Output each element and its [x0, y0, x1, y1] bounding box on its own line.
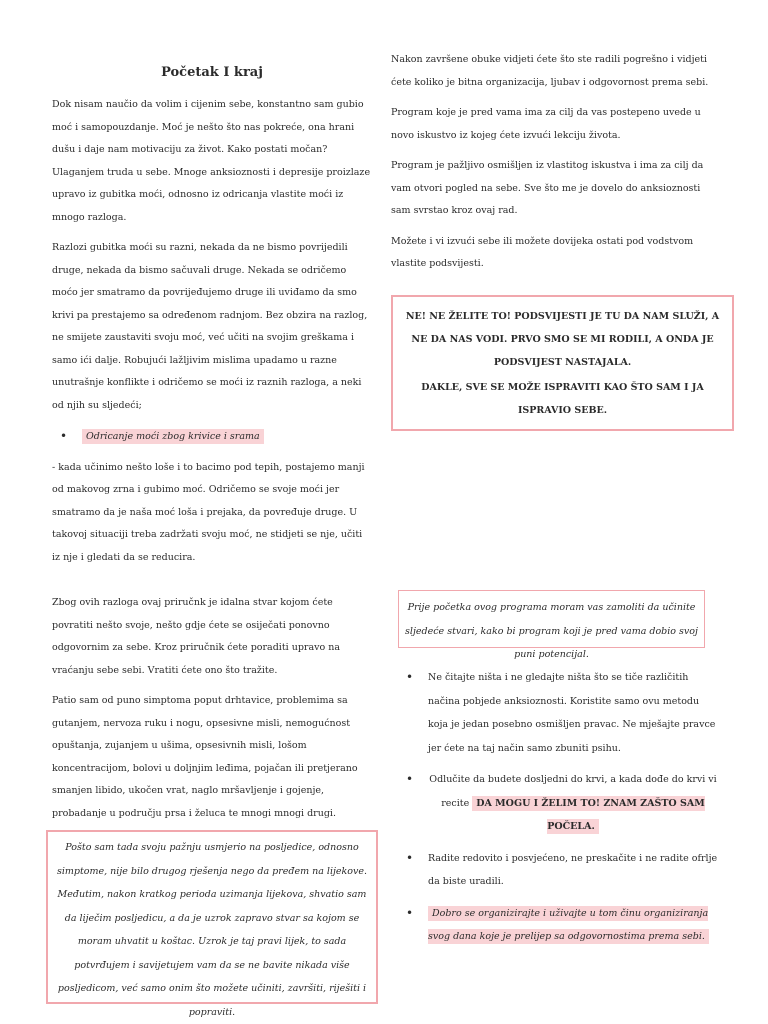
paragraph: Razlozi gubitka moći su razni, nekada da ne bismo povrijedili druge, nekada da bismo sačuvali druge. Nekada se odričemo moćo jer smatramo da povrijeđujemo druge ili uviđamo da smo krivi pa prestajemo sa određenom radnjom. Bez obzira na razlog, ne smijete zaustaviti svoju moć, već učiti na svojim greškama i samo ići dalje. Robujući lažljivim mislima upadamo u razne unutrašnje konflikte i odričemo se moći iz raznih razloga, a neki od njih su sljedeći;	[52, 242, 368, 411]
paragraph: Patio sam od puno simptoma poput drhtavice, problemima sa gutanjem, nervoza ruku i nogu, opsesivne misli, nemogućnost opuštanja, zujanjem u ušima, opsesivnih misli, lošom koncentracijom, bolovi u doljnjim leđima, pojačan ili pretjerano smanjen libido, ukočen vrat, naglo mršavljenje i gojenje, probadanje u području prsa i želuca te mnogi mnogi drugi.	[52, 695, 358, 819]
bullet-icon: •	[406, 670, 414, 684]
bullet-icon: •	[406, 850, 414, 865]
highlighted-bullet-text: Odricanje moći zbog krivice i srama	[82, 429, 264, 444]
quote-text: Pošto sam tada svoju pažnju usmjerio na posljedice, odnosno simptome, nije bilo drugog rješenja nego da pređem na lijekove. Međutim, nakon kratkog perioda uzimanja lijekova, shvatio sam da liječim posljedicu, a da je uzrok zapravo stvar sa kojom se moram uhvatit u koštac. Uzrok je taj pravi lijek, to sada potvrđujem i savijetujem vam da se ne bavite nikada više posljedicom, već samo onim što možete učiniti, završiti, riješiti i popraviti.	[56, 842, 368, 1018]
callout-text: DAKLE, SVE SE MOŽE ISPRAVITI KAO ŠTO SAM I JA ISPRAVIO SEBE.	[421, 382, 704, 416]
bullet-icon: •	[406, 905, 414, 920]
quote-box	[46, 830, 378, 1018]
page-title: Početak I kraj	[161, 65, 263, 80]
paragraph: Možete i vi izvući sebe ili možete dovijeka ostati pod vodstvom vlastite podsvijesti.	[391, 235, 694, 269]
callout-text: NE! NE ŽELITE TO! PODSVIJESTI JE TU DA NAM SLUŽI, A NE DA NAS VODI. PRVO SMO SE MI RODILI, A ONDA JE PODSVIJEST NASTAJALA.	[405, 311, 720, 368]
list-item	[398, 768, 718, 839]
bottom-right-column	[398, 666, 718, 957]
list-item-text: Radite redovito i posvjećeno, ne preskačite i ne radite ofrlje da biste uradili.	[428, 852, 718, 887]
list-item-text: Odlučite da budete dosljedni do krvi, a kada dođe do krvi vi recite	[429, 774, 717, 809]
paragraph: Nakon završene obuke vidjeti ćete što ste radili pogrešno i vidjeti ćete koliko je bitna organizacija, ljubav i odgovornost prema sebi.	[391, 54, 709, 88]
top-left-column	[52, 60, 372, 577]
callout-box	[391, 295, 734, 431]
list-item-text: Ne čitajte ništa i ne gledajte ništa što se tiče različitih načina pobjede anksioznosti. Koristite samo ovu metodu koja je jedan posebno osmišljen pravac. Ne mješajte pravce jer ćete na taj način samo zbuniti psihu.	[428, 672, 716, 754]
emphasis-text: DA MOGU I ŽELIM TO! ZNAM ZAŠTO SAM POČELA.	[472, 796, 705, 835]
paragraph: Program je pažljivo osmišljen iz vlastitog iskustva i ima za cilj da vam otvori pogled na sebe. Sve što me je dovelo do anksioznosti sam svrstao kroz ovaj rad.	[391, 160, 704, 216]
list-item	[398, 666, 718, 760]
paragraph: Zbog ovih razloga ovaj priručnk je idalna stvar kojom ćete povratiti nešto svoje, nešto gdje ćete se osiječati ponovno odgovornim za sebe. Kroz priručnik ćete poraditi upravo na vraćanju sebe sebi. Vratiti ćete ono što tražite.	[52, 597, 340, 676]
highlighted-list-item-text: Dobro se organizirajte i uživajte u tom činu organiziranja svog dana koje je prelijep sa odgovornostima prema sebi.	[428, 907, 709, 942]
bullet-icon: •	[406, 772, 414, 786]
paragraph: - kada učinimo nešto loše i to bacimo pod tepih, postajemo manji od makovog zrna i gubimo moć. Odričemo se svoje moći jer smatramo da je naša moć loša i prejaka, da povređuje druge. U takovoj situaciji treba zadržati svoju moć, ne stidjeti se nje, učiti iz nje i gledati da se reducira.	[52, 461, 365, 563]
top-right-column	[391, 49, 711, 284]
intro-box	[398, 590, 705, 660]
bottom-left-column	[52, 592, 374, 833]
list-item	[52, 425, 372, 449]
list-item	[398, 847, 718, 894]
bullet-icon: •	[60, 429, 68, 443]
list-item	[398, 902, 718, 949]
paragraph: Program koje je pred vama ima za cilj da vas postepeno uvede u novo iskustvo iz kojeg ćete izvući lekciju života.	[391, 107, 701, 141]
paragraph: Dok nisam naučio da volim i cijenim sebe, konstantno sam gubio moć i samopouzdanje. Moć je nešto što nas pokreće, ona hrani dušu i daje nam motivaciju za život. Kako postati močan? Ulaganjem truda u sebe. Mnoge anksioznosti i depresije proizlaze upravo iz gubitka moći, odnosno iz odricanja vlastite moći iz mnogo razloga.	[52, 99, 371, 223]
intro-text: Prije početka ovog programa moram vas zamoliti da učinite sljedeće stvari, kako bi program koji je pred vama dobio svoj puni potencijal.	[405, 602, 698, 660]
